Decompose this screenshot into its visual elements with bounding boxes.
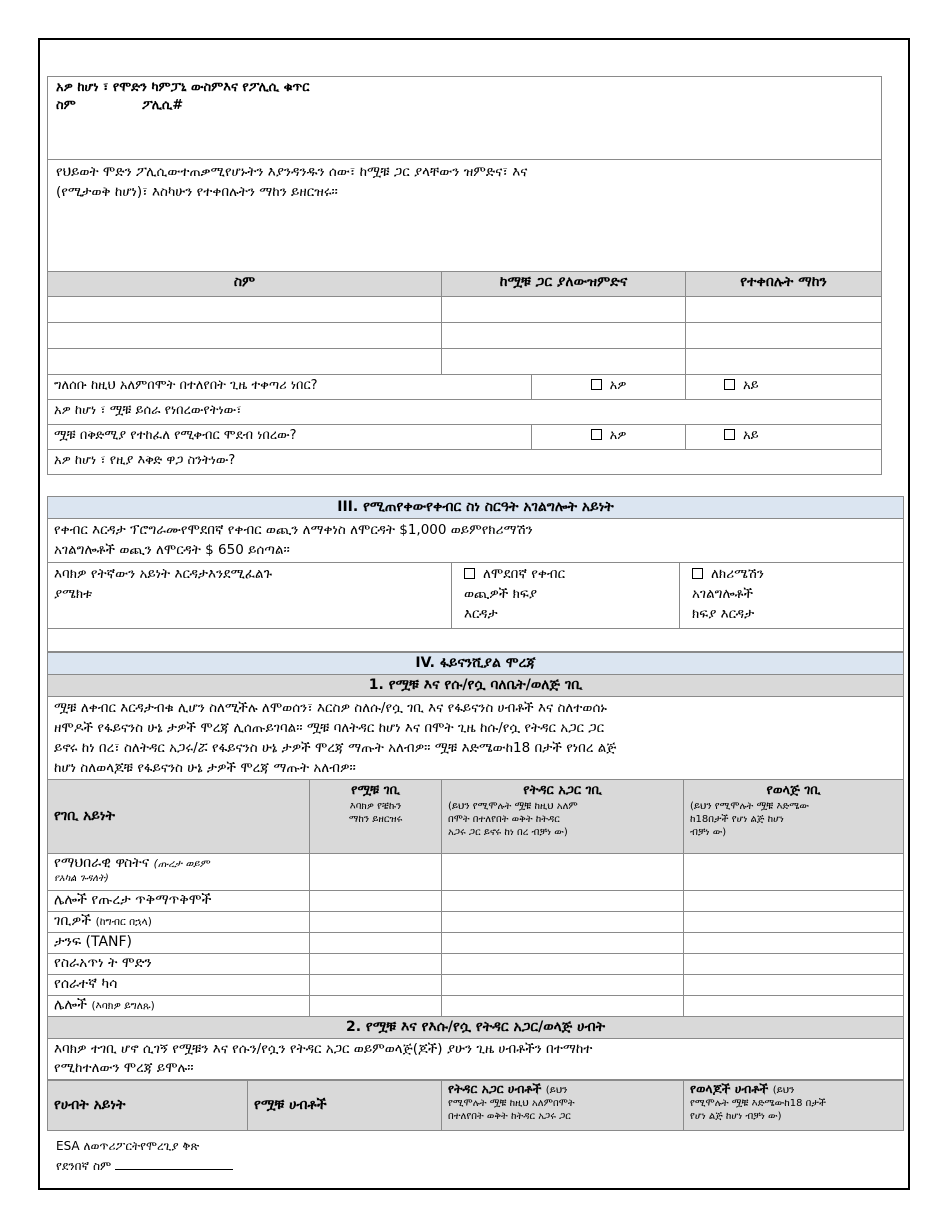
income-type-note-2: የአካል ጉዳለት) (54, 873, 109, 884)
beneficiary-name-cell[interactable] (48, 297, 442, 323)
checkbox-icon[interactable] (692, 568, 703, 579)
income-type-label: ሌሎች (54, 997, 87, 1013)
income-type-cell (48, 996, 310, 1017)
prepaid-value-question[interactable]: አዎ ከሆነ ፣ የዚያ እቅድ ዋጋ ስንትነው? (48, 450, 882, 475)
spouse-income-cell[interactable] (442, 975, 684, 996)
assets-line-1: እባክዎ ተገቢ ሆኖ ሲገኝ የሟቹን እና የሱን/የሷን የትዳር አጋር ወይምወላጅ(ጆች) ያሁን ጊዜ ሀብቶችን በተማከተ (54, 1041, 593, 1057)
insurance-company-cell[interactable] (48, 77, 882, 160)
income-row (48, 891, 904, 912)
beneficiary-amount-cell[interactable] (686, 349, 882, 375)
instructions-line-1: የህይወት ሞድን ፖሊሲውተጠቃሚየሆኑትን እያንዳንዱን ሰው፣ ከሟቹ ጋር ያላቸውን ዝምድና፣ እና (56, 164, 528, 180)
deceased-assets-header (248, 1081, 442, 1131)
financial-instructions (48, 697, 904, 780)
yes-label: አዎ (609, 378, 627, 393)
parent-income-label: የወላጅ ገቢ (766, 783, 821, 798)
funeral-service-table (47, 496, 904, 652)
spouse-income-cell[interactable] (442, 912, 684, 933)
assets-line-2: የሚከተለውን ሞረጃ ይሞሉ። (54, 1060, 194, 1076)
spouse-income-note-2: በሞት በተለየበት ወቅት ከትዳር (448, 814, 560, 825)
income-type-cell (48, 854, 310, 891)
no-label: አይ (743, 378, 759, 393)
parent-income-cell[interactable] (684, 891, 904, 912)
spouse-income-note-3: አጋሩ ጋር ይኖሩ ከነ በረ ብቻነ ው) (448, 827, 568, 838)
spouse-assets-header (442, 1081, 684, 1131)
income-type-cell (48, 933, 310, 954)
spouse-income-note-1: (ይህን የሚሞሉት ሟቹ ከዚህ አለም (448, 801, 578, 812)
parent-income-cell[interactable] (684, 996, 904, 1017)
beneficiary-relationship-cell[interactable] (442, 323, 686, 349)
parent-income-cell[interactable] (684, 912, 904, 933)
spacer-row (48, 629, 904, 652)
financial-line-3: ይኖሩ ከነ በረ፣ ስለትዳር አጋሩ/ሯ የፋይናንስ ሁኔ ታዎች ሞረጃ ማጡት አለብዎ። ሟቹ እድሜውከ18 በታች የነበረ ልጅ (54, 740, 617, 756)
description-line-2: አገልግሎቶች ወጪን ለሞርዳት $ 650 ይሰጣል። (54, 542, 290, 558)
footer-client-name-label: የደንበኛ ስም (56, 1159, 112, 1173)
deceased-income-label: የሟቹ ገቢ (351, 783, 400, 798)
checkbox-icon[interactable] (591, 379, 602, 390)
income-type-cell (48, 975, 310, 996)
no-label: አይ (743, 428, 759, 443)
income-type-label: ገቢዎች (54, 913, 92, 929)
insurance-policy-label: ፖሊሲ# (142, 98, 184, 113)
deceased-income-header (310, 780, 442, 854)
prompt-line-2: ያሜክቱ (54, 586, 93, 602)
page-footer (56, 1136, 233, 1176)
deceased-income-cell[interactable] (310, 954, 442, 975)
beneficiaries-instructions (48, 160, 882, 272)
employed-no-option[interactable] (686, 375, 882, 400)
assistance-type-prompt (48, 563, 452, 629)
col-header-relationship: ከሟቹ ጋር ያለውዝምድና (442, 272, 686, 297)
prepaid-yes-option[interactable] (532, 425, 686, 450)
deceased-income-cell[interactable] (310, 996, 442, 1017)
section-3-title: III. የሚጠየቀውየቀብር ስነ ስርዓት አገልግሎት አይነት (48, 497, 904, 519)
deceased-assets-label: የሟቹ ሀብቶች (254, 1097, 327, 1113)
checkbox-icon[interactable] (724, 379, 735, 390)
spouse-income-header (442, 780, 684, 854)
parent-assets-note-3: የሆነ ልጅ ከሆነ ብቻነ ው) (690, 1111, 782, 1122)
parent-income-note-1: (ይህን የሚሞሉት ሟቹ እድሜው (690, 801, 810, 812)
regular-burial-option[interactable] (452, 563, 680, 629)
assets-header-table (47, 1080, 904, 1131)
col-header-name: ስም (48, 272, 442, 297)
income-row (48, 996, 904, 1017)
employment-table (47, 374, 882, 475)
income-type-label: ሌሎች የጡረታ ጥቅማጥቅሞች (54, 892, 212, 908)
option-2-line-1: ለክሪሜሽን (711, 566, 764, 582)
financial-line-4: ከሆነ ስለወላጆቹ የፋይናንስ ሁኔ ታዎች ሞረጃ ማጡት አለብዎ። (54, 760, 356, 776)
income-type-label: ታንፍ (TANF) (54, 934, 133, 950)
employed-question: ግለሰቡ ከዚህ አለምበሞት በተለየበት ጊዜ ተቀጣሪ ነበር? (48, 375, 532, 400)
deceased-income-cell[interactable] (310, 975, 442, 996)
description-line-1: የቀብር እርዳታ ፕሮግራሙየሞደበኛ የቀብር ወጪን ለማቀነስ ለሞርዳት $1,000 ወይምየክሪማሽን (54, 522, 533, 538)
parent-income-cell[interactable] (684, 854, 904, 891)
option-1-line-3: እርዳታ (464, 606, 498, 622)
employer-question[interactable]: አዎ ከሆነ ፣ ሟቹ ይሰራ የነበረውየትነው፣ (48, 400, 882, 425)
spouse-assets-note-2: የሚሞሉት ሟቹ ከዚህ አለምበሞት (448, 1098, 575, 1109)
section-4-title: IV. ፋይናንሺያል ሞረጃ (48, 653, 904, 675)
parent-income-note-3: ብቻነ ው) (690, 827, 727, 838)
cremation-option[interactable] (680, 563, 904, 629)
income-row (48, 954, 904, 975)
insurance-name-label: ስም (56, 98, 76, 113)
deceased-income-cell[interactable] (310, 854, 442, 891)
option-2-line-3: ክፍያ እርዳታ (692, 606, 755, 622)
spouse-income-cell[interactable] (442, 996, 684, 1017)
income-type-note: (ከግብር በኋላ) (95, 916, 152, 928)
income-type-note: (ጡረታ ወይም (153, 858, 210, 870)
parent-income-cell[interactable] (684, 975, 904, 996)
beneficiary-amount-cell[interactable] (686, 297, 882, 323)
checkbox-icon[interactable] (591, 429, 602, 440)
spouse-income-cell[interactable] (442, 854, 684, 891)
income-type-cell (48, 954, 310, 975)
parent-assets-header (684, 1081, 904, 1131)
parent-assets-note-1: (ይህን (772, 1085, 795, 1096)
assets-instructions (48, 1039, 904, 1080)
deceased-income-cell[interactable] (310, 933, 442, 954)
parent-income-cell[interactable] (684, 933, 904, 954)
income-type-header (48, 780, 310, 854)
income-row (48, 933, 904, 954)
spouse-income-cell[interactable] (442, 933, 684, 954)
spouse-income-cell[interactable] (442, 891, 684, 912)
beneficiary-amount-cell[interactable] (686, 323, 882, 349)
spouse-assets-label: የትዳር አጋር ሀብቶች (448, 1081, 542, 1096)
client-name-blank[interactable] (115, 1157, 233, 1170)
funeral-assistance-description (48, 519, 904, 563)
parent-assets-note-2: የሚሞሉት ሟቹ እድሜውከ18 በታች (690, 1098, 826, 1109)
footer-form-title: ESA ለወጥሪፖርትየሞረጊያ ቅጽ (56, 1139, 200, 1153)
checkbox-icon[interactable] (724, 429, 735, 440)
spouse-assets-note-1: (ይህን (545, 1085, 568, 1096)
deceased-income-note-1: እባክዎ የቼኩን (349, 801, 402, 812)
income-type-label: የገቢ አይነት (54, 808, 115, 824)
income-type-label: የሰራተኛ ካሳ (54, 976, 118, 992)
beneficiary-relationship-cell[interactable] (442, 297, 686, 323)
instructions-line-2: (የሚታወቅ ከሆነ)፣ እስካሁን የተቀበሉትን ማከን ይዘርዝሩ። (56, 184, 338, 200)
income-subsection-title: 1. የሟቹ እና የሱ/የሷ ባለቤት/ወለጅ ገቢ (48, 675, 904, 697)
spouse-assets-note-3: በተለየበት ወቅት ከትዳር አጋሩ ጋር (448, 1111, 571, 1122)
beneficiary-name-cell[interactable] (48, 349, 442, 375)
insurance-header-line: አዎ ከሆነ ፣ የሞድን ካምፓኒ ውስምእና የፖሊሲ ቁጥር (56, 80, 310, 95)
income-type-label: የማህበራዊ ዋስትና (54, 855, 150, 871)
income-row (48, 854, 904, 891)
asset-type-header (48, 1081, 248, 1131)
prompt-line-1: እባክዎ የትኛውን አይነት እርዳታእንደሚፈልጉ (54, 566, 273, 582)
col-header-amount: የተቀበሉት ማከን (686, 272, 882, 297)
parent-income-note-2: ከ18በታች የሆነ ልጅ ከሆነ (690, 814, 784, 825)
parent-income-cell[interactable] (684, 954, 904, 975)
parent-assets-label: የወላጆች ሀብቶች (690, 1081, 769, 1096)
prepaid-burial-question: ሟቹ በቅድሚያ የተከፈለ የሚቀብር ሞደብ ነበረው? (48, 425, 532, 450)
deceased-income-cell[interactable] (310, 912, 442, 933)
assets-subsection-title: 2. የሟቹ እና የእሱ/የሷ የትዳር አጋር/ወላጅ ሀብት (48, 1017, 904, 1039)
life-insurance-table (47, 76, 882, 375)
option-2-line-2: አገልግሎቶች (692, 586, 754, 602)
income-type-cell (48, 891, 310, 912)
financial-info-table (47, 652, 904, 1080)
prepaid-no-option[interactable] (686, 425, 882, 450)
parent-income-header (684, 780, 904, 854)
spouse-income-cell[interactable] (442, 954, 684, 975)
financial-line-2: ዘሞዶች የፋይናንስ ሁኔ ታዎች ሞረጃ ሊሰጡይገባል። ሟቹ ባለትዳር ከሆነ እና በሞት ጊዜ ከሱ/የሷ የትዳር አጋር ጋር (54, 720, 605, 736)
checkbox-icon[interactable] (464, 568, 475, 579)
income-type-cell (48, 912, 310, 933)
income-type-note: (እባክዎ ይግለጹ) (91, 1000, 155, 1012)
employed-yes-option[interactable] (532, 375, 686, 400)
option-1-line-1: ለሞደበኛ የቀብር (483, 566, 566, 582)
beneficiary-name-cell[interactable] (48, 323, 442, 349)
deceased-income-cell[interactable] (310, 891, 442, 912)
option-1-line-2: ወጪዎች ክፍያ (464, 586, 538, 602)
asset-type-label: የሀብት አይነት (54, 1097, 126, 1113)
income-type-label: የስራአጥነ ት ሞድን (54, 955, 152, 971)
financial-line-1: ሟቹ ለቀብር እርዳታብቁ ሊሆን ስለሚችሉ ለሞወሰን፣ እርስዎ ስለሱ/የሷ ገቢ እና የፋይናንስ ሀብቶች እና ስለተወሰኑ (54, 700, 607, 716)
yes-label: አዎ (609, 428, 627, 443)
beneficiary-relationship-cell[interactable] (442, 349, 686, 375)
deceased-income-note-2: ማከን ይዘርዝሩ (348, 814, 403, 825)
income-row (48, 975, 904, 996)
spouse-income-label: የትዳር አጋር ገቢ (523, 783, 602, 798)
income-row (48, 912, 904, 933)
